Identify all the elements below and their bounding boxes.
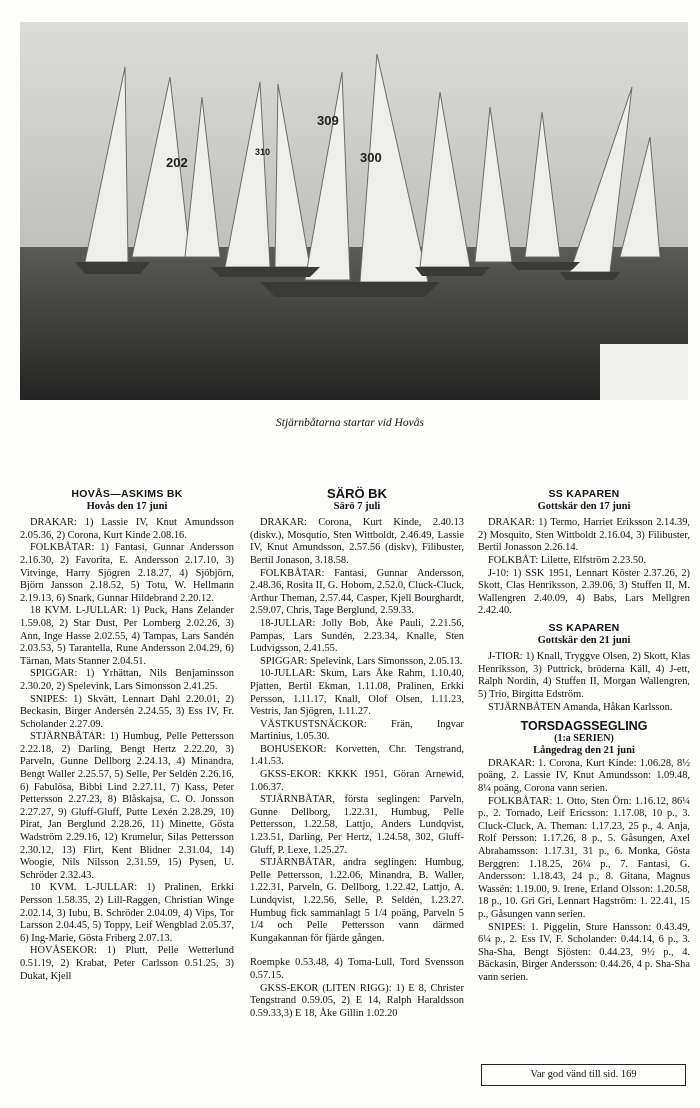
svg-text:310: 310	[255, 147, 271, 157]
series-label: (1:a SERIEN)	[554, 732, 614, 744]
column-ss-kaparen	[478, 488, 690, 985]
column-saro-bk	[250, 488, 464, 1020]
result-paragraph: SNIPES: 1) Skvätt, Lennart Dahl 2.20.01, 2) Beckasin, Birger Andersén 2.24.55, 3) Ess IV, Fr. Scholander 2.27.09.	[20, 693, 234, 730]
result-paragraph: 10 KVM. L-JULLAR: 1) Pralinen, Erkki Persson 1.58.35, 2) Lill-Raggen, Christian Winge 2.02.14, 3) Iubu, B. Schröder 2.04.09, 4) Vips, Tor Larsson 2.04.45, 5) Toppy, Leif Wengblad 2.05.37, 6) Ing-Marie, Gösta Friberg 2.07.13.	[20, 882, 234, 944]
result-paragraph: STJÄRNBÅTEN Amanda, Håkan Karlsson.	[488, 701, 673, 713]
result-paragraph: SNIPES: 1. Piggelin, Sture Hansson: 0.43.49, 6¼ p., 2. Ess IV, F. Scholander: 0.44.14, 6 p., 3. Sha-Sha, Bengt Sjösten: 0.44.23, 9½ p., 4. Bäckasin, Birger Andersson: 0.44.26, 4 p. Sha-Sha vann serien.	[478, 921, 690, 983]
section-heading: SS KAPAREN	[548, 488, 620, 500]
section-subheading: Långedrag den 21 juni	[533, 745, 635, 757]
result-paragraph: SPIGGAR: Spelevink, Lars Simonsson, 2.05.13.	[260, 655, 463, 667]
section-subheading: Gottskär den 17 juni	[537, 500, 631, 512]
result-paragraph: 10-JULLAR: Skum, Lars Åke Rahm, 1.10.40, Pjatten, Bertil Ekman, 1.11.08, Pralinen, Erkki Persson, 1.11.17, Knall, Olof Olsen, 1.11.23, Vestris, Jan Sjögren, 1.11.27.	[250, 668, 464, 718]
result-paragraph: FOLKBÅTAR: 1. Otto, Sten Örn: 1.16.12, 86¼ p., 2. Tornado, Leif Ericsson: 1.17.08, 10 p., 3. Cluck-Cluck, A. Theman: 1.17.23, 25 p., 4. Anja, Rolf Persson: 1.17.26, 8 p., 5. Gåsungen, Axel Abrahamsson: 1.17.31, 31 p., 6. Monka, Gösta Berggren: 1.18.25, 26¼ p., 7. Fantasi, G. Andersson: 1.18.43, 24 p., 8. Gitana, Magnus Wassén: 1.19.00, 9. Irene, Erland Olsson: 1.20.58, 18 p., 10. Gri Gri, Lennart Hagström: 1. 22.41, 15 p., Gåsungen vann serien.	[478, 795, 690, 920]
result-paragraph: J-10: 1) SSK 1951, Lennart Köster 2.37.26, 2) Skott, Clas Henriksson, 2.39.06, 3) Stuffen II, M. Wallengren 2.40.09, 4) Babs, Lars Mellgren 2.42.40.	[478, 567, 690, 617]
continued-note: Var god vänd till sid. 169	[481, 1064, 686, 1086]
result-paragraph: SPIGGAR: 1) Yrhättan, Nils Benjaminsson 2.30.20, 2) Spelevink, Lars Simonsson 2.41.25.	[20, 668, 234, 692]
section-subheading: Gottskär den 21 juni	[537, 634, 631, 646]
result-paragraph: FOLKBÅTAR: 1) Fantasi, Gunnar Andersson 2.16.30, 2) Favorita, E. Andersson 2.17.10, 3) Vitvinge, Harry Sjögren 2.18.27, 4) Sjöbjörn, Björn Jansson 2.18.52, 5) Totu, W. Hellmann 2.19.13, 6) Snark, Gunnar Hildebrand 2.20.12.	[20, 542, 234, 604]
result-paragraph: GKSS-EKOR: KKKK 1951, Göran Arnewid, 1.06.37.	[250, 769, 464, 793]
section-subheading: Särö 7 juli	[333, 500, 381, 512]
result-paragraph: STJÄRNBÅTAR, första seglingen: Parveln, Gunne Dellborg, 1.22.31, Humbug, Pelle Pettersson, 1.22.58, Lattjo, Anders Lundqvist, 1.23.51, Darling, Per Hertz, 1.24.58, 302, Gluff-Gluff, P. Lexe, 1.25.27.	[250, 794, 464, 856]
result-paragraph: FOLKBÅT: Lilette, Elfström 2.23.50.	[488, 554, 646, 566]
result-paragraph: 18-JULLAR: Jolly Bob, Åke Pauli, 2.21.56, Pampas, Lars Sundén, 2.23.34, Knalle, Sten Ludvigsson, 2.41.55.	[250, 617, 464, 655]
section-subheading: Hovås den 17 juni	[86, 500, 168, 512]
svg-text:300: 300	[360, 150, 382, 165]
regatta-photo	[20, 22, 688, 400]
result-paragraph: 18 KVM. L-JULLAR: 1) Puck, Hans Zelander 1.59.08, 2) Star Dust, Per Lomberg 2.02.26, 3) Ann, Inge Hasse 2.02.55, 4) Tampas, Lars Sandén 2.03.53, 5) Tarantella, Rune Andersson 2.04.29, 6) Tärnan, Mats Stanner 2.04.51.	[20, 605, 234, 667]
section-heading: TORSDAGSSEGLING	[520, 719, 648, 734]
result-paragraph: DRAKAR: Corona, Kurt Kinde, 2.40.13 (diskv.), Mosqutio, Sten Wittboldt, 2.46.49, Lassie IV, Knut Amundsson, 2.57.56 (diskv), Filibuster, Bertil Jonason, 3.18.58.	[250, 517, 464, 566]
sailboats-illustration	[20, 22, 688, 400]
result-paragraph: Roempke 0.53.48, 4) Toma-Lull, Tord Svensson 0.57.15.	[250, 957, 464, 981]
result-paragraph: DRAKAR: 1) Termo, Harriet Eriksson 2.14.39, 2) Mosquito, Sten Wittboldt 2.16.04, 3) Filibuster, Bertil Jonasson 2.26.14.	[478, 517, 690, 554]
result-paragraph: DRAKAR: 1) Lassie IV, Knut Amundsson 2.05.36, 2) Corona, Kurt Kinde 2.08.16.	[20, 517, 234, 541]
result-paragraph: J-TIOR: 1) Knall, Tryggve Olsen, 2) Skott, Klas Henriksson, 3) Puttrick, bröderna Käll, 4) J-ett, Ralph Nordin, 4) Stuffen II, Morgan Wallengren, 5) Trio, Birgitta Edström.	[478, 651, 690, 700]
svg-text:309: 309	[317, 113, 339, 128]
result-paragraph: BOHUSEKOR: Korvetten, Chr. Tengstrand, 1.41.53.	[250, 743, 464, 768]
section-heading: HOVÅS—ASKIMS BK	[71, 488, 183, 500]
section-heading: SS KAPAREN	[548, 621, 620, 634]
result-paragraph: STJÄRNBÅTAR: 1) Humbug, Pelle Pettersson 2.22.18, 2) Darling, Bengt Hertz 2.22.20, 3) Parveln, Gunne Dellborg 2.24.13, 4) Minandra, Bengt Waller 2.25.57, 5) Selle, Per Seldén 2.26.16, 6) Fabulösa, Bibbi Lind 2.27.11, 7) Kass, Peter Pettersson 2.27.23, 8) Blåskajsa, C. O. Jonsson 2.27.27, 9) Gluff-Gluff, Putte Lexén 2.28.29, 10) Pirat, Jan Berglund 2.28.26, 11) Minette, Gösta Wadström 2.29.16, 12) Krumelur, Silas Pettersson 2.30.12, 13) Flirt, Kent Blidner 2.31.04, 14) Woogie, Nils Nilsson 2.31.59, 15) Pysen, U. Schröder 2.32.43.	[20, 731, 234, 881]
svg-text:202: 202	[166, 155, 188, 170]
result-paragraph: DRAKAR: 1. Corona, Kurt Kinde: 1.06.28, 8½ poäng, 2. Lassie IV, Knut Amundsson: 1.09.48, 8¼ poäng, Corona vann serien.	[478, 757, 690, 795]
photo-caption: Stjärnbåtarna startar vid Hovås	[276, 417, 424, 429]
section-heading: SÄRÖ BK	[327, 486, 387, 501]
result-paragraph: HOVÅSEKOR: 1) Plutt, Pelle Wetterlund 0.51.19, 2) Krabat, Peter Carlsson 0.51.25, 3) Dukat, Kjell	[20, 945, 234, 982]
result-paragraph: FOLKBÅTAR: Fantasi, Gunnar Andersson, 2.48.36, Rosita II, G. Hobom, 2.52.0, Cluck-Cluck, Arthur Theman, 2.57.44, Casper, Kjell Bourghardt, 2.59.07, Chris, Tage Berglund, 2.59.33.	[250, 567, 464, 617]
result-paragraph: GKSS-EKOR (LITEN RIGG): 1) E 8, Christer Tengstrand 0.59.05, 2) E 14, Ralph Haraldsson 0.59.33,3) E 18, Åke Gillin 1.02.20	[250, 982, 464, 1019]
column-hovas-askims	[20, 488, 234, 983]
result-paragraph: STJÄRNBÅTAR, andra seglingen: Humbug, Pelle Pettersson, 1.22.06, Minandra, B. Waller, 1.22.31, Parveln, G. Dellborg, 1.22.42, Lattjo, A. Lundqvist, 1.22.56, Selle, P. Seldén, 1.23.27. Humbug fick sammanlagt 5 1/4 poäng, Parveln 5 1/4 och Pelle Pettersson vann därmed Kungakannan för fjärde gången.	[250, 857, 464, 944]
result-paragraph: VÄSTKUSTSNÄCKOR: Frän, Ingvar Martinius, 1.05.30.	[250, 718, 464, 743]
